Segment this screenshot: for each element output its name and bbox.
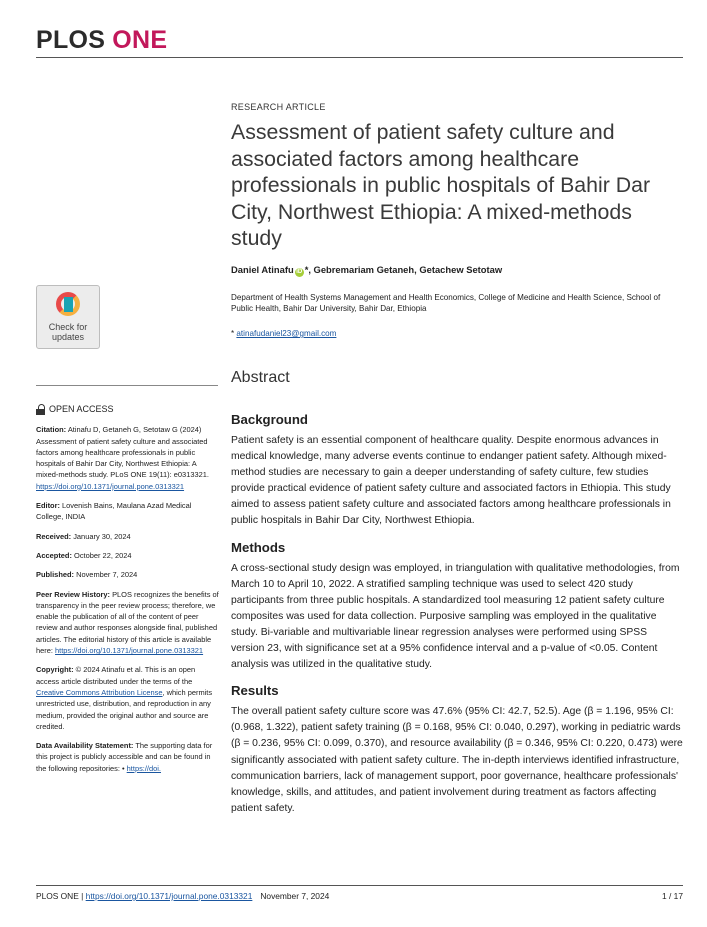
citation-label: Citation: (36, 425, 67, 435)
crossmark-label (37, 322, 99, 342)
author-list (231, 264, 683, 277)
peer-review-link[interactable]: https://doi.org/10.1371/journal.pone.0313321 (55, 646, 204, 656)
header-divider (36, 57, 683, 58)
open-lock-icon (36, 404, 45, 415)
section-text: Patient safety is an essential component of healthcare quality. Despite enormous advances in medical knowledge, many adverse events continue to endanger patient safety. Although mixed-method studies are necessary to gain a deeper understanding of safety culture, few studies provide practical evidence of patient safety culture and associated factors in Ethiopia. This study aimed to assess patient safety culture and associated factors among healthcare professionals in public hospitals in Bahir Dar City, Northwest Ethiopia. (231, 435, 671, 527)
open-access-label: OPEN ACCESS (49, 404, 114, 414)
published-date: November 7, 2024 (74, 570, 138, 580)
footer-doi-link[interactable]: https://doi.org/10.1371/journal.pone.0313321 (85, 891, 253, 901)
logo-one: ONE (112, 26, 168, 54)
abstract-section-methods (231, 540, 683, 674)
editor-label: Editor: (36, 501, 60, 511)
author-list-rest: *, Gebremariam Getaneh, Getachew Setotaw (304, 263, 503, 275)
abstract-section-background (231, 412, 683, 530)
published-block (36, 569, 220, 580)
accepted-label: Accepted: (36, 550, 72, 560)
open-access-badge (36, 404, 220, 415)
data-availability-text: The supporting data for this project is publicly accessible and can be found in the following repositories: • (36, 741, 213, 773)
corresponding-marker: * (231, 329, 237, 339)
footer-journal: PLOS ONE | (36, 891, 86, 901)
abstract-body (231, 412, 683, 817)
peer-review-label: Peer Review History: (36, 589, 110, 599)
accepted-block (36, 550, 220, 561)
affiliation: Department of Health Systems Management and Health Economics, College of Medicine and Health Science, School of Public Health, Bahir Dar University, Bahir Dar, Ethiopia (231, 292, 661, 314)
license-link[interactable]: Creative Commons Attribution License (36, 687, 163, 697)
corresponding-author (231, 329, 683, 338)
citation-block (36, 424, 220, 492)
copyright-text-end: , which permits unrestricted use, distribution, and reproduction in any medium, provided the original author and source are credited. (36, 687, 213, 731)
check-for-updates-badge[interactable] (36, 285, 100, 349)
section-text: A cross-sectional study design was employed, in triangulation with qualitative methodologies, from March 10 to April 10, 2022. A stratified sampling technique was used to select 420 study participants from three public hospitals. A standardized tool measuring 12 patient safety culture composites was used for data collection. Purposive sampling was employed in the qualitative study. Bi-variable and multivariable linear regression analyses were performed using SPSS version 23, with significance set at a 95% confidence interval and a p-value of <0.05. Content analysis was utilized in the qualitative study. (231, 562, 680, 671)
crossmark-ribbon-icon (64, 297, 73, 312)
footer-date: November 7, 2024 (260, 891, 330, 901)
accepted-date: October 22, 2024 (71, 550, 132, 560)
article-sidebar (36, 404, 220, 774)
author-name[interactable]: Daniel Atinafu (231, 263, 294, 275)
section-heading: Background (231, 412, 308, 427)
page-number: 1 / 17 (662, 891, 683, 901)
published-label: Published: (36, 570, 75, 580)
received-date: January 30, 2024 (71, 531, 131, 541)
crossmark-label-line2: updates (51, 332, 85, 342)
editor-text: Lovenish Bains, Maulana Azad Medical College, INDIA (36, 501, 192, 522)
article-type: RESEARCH ARTICLE (231, 102, 326, 112)
copyright-label: Copyright: (36, 665, 74, 675)
article-title: Assessment of patient safety culture and associated factors among healthcare professionals in public hospitals of Bahir Dar City, Northwest Ethiopia: A mixed-methods study (231, 120, 651, 250)
citation-text: Atinafu D, Getaneh G, Setotaw G (2024) Assessment of patient safety culture and associated factors among healthcare professionals in public hospitals of Bahir Dar City, Northwest Ethiopia: A mixed-methods study. PLoS ONE 19(11): e0313321. (36, 425, 209, 480)
logo-plos: PLOS (36, 26, 106, 54)
section-heading: Results (231, 683, 279, 699)
received-label: Received: (36, 531, 72, 541)
data-availability-link[interactable]: https://doi. (126, 763, 161, 773)
footer-divider (36, 885, 683, 886)
data-availability-label: Data Availability Statement: (36, 741, 134, 751)
orcid-icon[interactable]: iD (296, 268, 303, 275)
peer-review-block (36, 589, 220, 657)
data-availability-block (36, 740, 220, 774)
copyright-text: © 2024 Atinafu et al. This is an open access article distributed under the terms of the (36, 665, 196, 686)
section-heading: Methods (231, 539, 286, 555)
editor-block (36, 500, 220, 523)
copyright-block (36, 664, 220, 732)
plos-one-logo (36, 28, 167, 53)
abstract-divider (36, 385, 218, 386)
received-block (36, 531, 220, 542)
section-text: The overall patient safety culture score was 47.6% (95% CI: 42.7, 52.5). Age (β = 1.196, 95% CI: (0.968, 1.322), patient safety training (β = 0.168, 95% CI: 0.040, 0.297), working in pediatric wards (β = 0.236, 95% CI: 0.099, 0.370), and resource availability (β = 0.346, 95% CI: 0.220, 0.473) were significantly associated with patient safety culture. The in-depth interviews identified infrastructure, communication barriers, lack of management support, poor governance, healthcare professionals' knowledge, skills, and attitudes, and patient involvement during treatment as factors affecting patient safety. (231, 706, 683, 814)
peer-review-text: PLOS recognizes the benefits of transparency in the peer review process; therefore, we enable the publication of all of the content of peer review and author responses alongside final, published articles. The editorial history of this article is available here: (36, 589, 219, 656)
citation-doi-link[interactable]: https://doi.org/10.1371/journal.pone.0313321 (36, 481, 185, 491)
abstract-section-results (231, 683, 683, 817)
crossmark-label-line1: Check for (48, 322, 88, 332)
corresponding-email-link[interactable]: atinafudaniel23@gmail.com (236, 329, 337, 339)
article-header (231, 102, 683, 338)
page-footer (36, 891, 683, 901)
abstract-heading: Abstract (231, 369, 290, 386)
